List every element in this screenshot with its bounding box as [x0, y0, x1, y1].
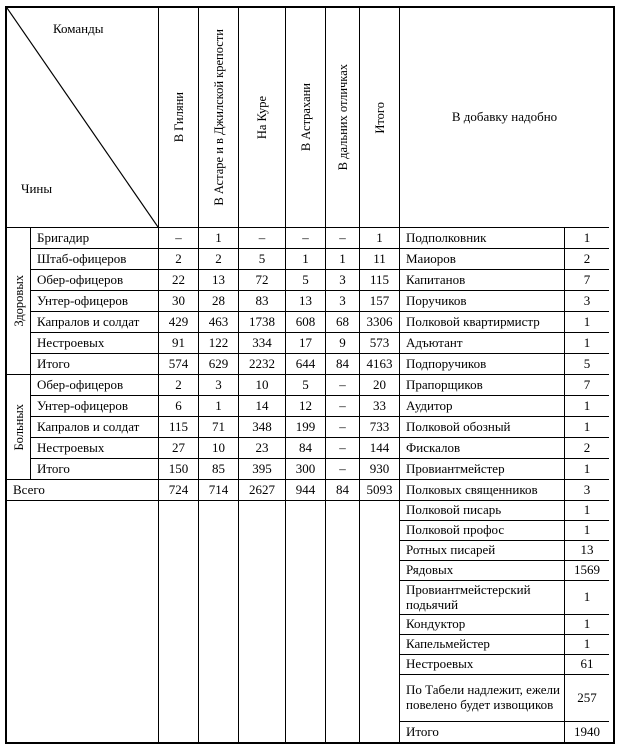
total-value-cell: 5093: [360, 480, 400, 501]
value-cell: 22: [159, 270, 199, 291]
value-cell: 3306: [360, 312, 400, 333]
rank-cell: Капралов и солдат: [31, 312, 159, 333]
value-cell: 574: [159, 354, 199, 375]
value-cell: 14: [239, 396, 286, 417]
value-cell: 71: [199, 417, 239, 438]
empty-cell: [326, 501, 360, 742]
addition-label: Фискалов: [400, 438, 565, 459]
addition-label: Прапорщиков: [400, 375, 565, 396]
value-cell: 150: [159, 459, 199, 480]
rank-cell: Унтер-офицеров: [31, 396, 159, 417]
value-cell: 84: [286, 438, 326, 459]
addition-label: Подполковник: [400, 228, 565, 249]
value-cell: 5: [239, 249, 286, 270]
value-cell: 1: [199, 396, 239, 417]
subtotal-rank-cell: Итого: [31, 354, 159, 375]
addition-value: 1: [565, 228, 609, 249]
value-cell: 91: [159, 333, 199, 354]
value-cell: 157: [360, 291, 400, 312]
rank-cell: Нестроевых: [31, 333, 159, 354]
location-column-header-label: На Куре: [255, 95, 269, 140]
value-cell: 733: [360, 417, 400, 438]
location-column-header: [326, 8, 360, 228]
addition-label: Подпоручиков: [400, 354, 565, 375]
total-value-cell: 714: [199, 480, 239, 501]
value-cell: 1738: [239, 312, 286, 333]
value-cell: 83: [239, 291, 286, 312]
empty-cell: [199, 501, 239, 742]
location-column-header-label: В Астаре и в Джилской крепости: [211, 29, 226, 206]
addition-label: Поручиков: [400, 291, 565, 312]
addition-value: 3: [565, 480, 609, 501]
location-column-header: [159, 8, 199, 228]
addition-label: Адъютант: [400, 333, 565, 354]
value-cell: 27: [159, 438, 199, 459]
value-cell: 2: [159, 249, 199, 270]
addition-value: 5: [565, 354, 609, 375]
addition-label: Аудитор: [400, 396, 565, 417]
value-cell: –: [286, 228, 326, 249]
addition-value: 1: [565, 312, 609, 333]
addition-label: Рядовых: [400, 561, 565, 581]
value-cell: 1: [199, 228, 239, 249]
addition-label: Полковой профос: [400, 521, 565, 541]
empty-cell: [7, 501, 159, 742]
value-cell: –: [239, 228, 286, 249]
rank-cell: Обер-офицеров: [31, 375, 159, 396]
value-cell: 5: [286, 270, 326, 291]
value-cell: 463: [199, 312, 239, 333]
value-cell: 300: [286, 459, 326, 480]
value-cell: –: [326, 459, 360, 480]
value-cell: –: [159, 228, 199, 249]
row-group-label-sick: [7, 375, 31, 480]
value-cell: 6: [159, 396, 199, 417]
location-column-header: [199, 8, 239, 228]
rank-cell: Штаб-офицеров: [31, 249, 159, 270]
value-cell: 33: [360, 396, 400, 417]
addition-value: 1: [565, 635, 609, 655]
addition-total-label: Итого: [400, 722, 565, 742]
location-column-header: [286, 8, 326, 228]
addition-total-value: 1940: [574, 723, 600, 739]
value-cell: 1: [360, 228, 400, 249]
row-group-label-healthy: [7, 228, 31, 375]
addition-value: 13: [565, 541, 609, 561]
addition-value: 1: [565, 396, 609, 417]
rank-cell: Капралов и солдат: [31, 417, 159, 438]
value-cell: 395: [239, 459, 286, 480]
rank-cell: Нестроевых: [31, 438, 159, 459]
empty-cell: [286, 501, 326, 742]
addition-value: 1: [565, 417, 609, 438]
value-cell: –: [326, 438, 360, 459]
value-cell: 4163: [360, 354, 400, 375]
addition-value: 7: [565, 375, 609, 396]
additions-header: В добавку надобно: [400, 8, 609, 228]
addition-label: Провиантмейстерский подьячий: [400, 581, 565, 615]
addition-label: Ротных писарей: [400, 541, 565, 561]
addition-label: Полковой обозный: [400, 417, 565, 438]
addition-label: Капитанов: [400, 270, 565, 291]
value-cell: –: [326, 228, 360, 249]
value-cell: 429: [159, 312, 199, 333]
addition-label: Полковых священников: [400, 480, 565, 501]
total-value-cell: 724: [159, 480, 199, 501]
value-cell: 2: [199, 249, 239, 270]
value-cell: 115: [159, 417, 199, 438]
value-cell: 12: [286, 396, 326, 417]
addition-label: Полковой писарь: [400, 501, 565, 521]
total-label: Всего: [7, 480, 159, 501]
subtotal-rank-cell: Итого: [31, 459, 159, 480]
value-cell: –: [326, 375, 360, 396]
value-cell: 629: [199, 354, 239, 375]
location-column-header-label: В Астрахани: [298, 83, 313, 152]
value-cell: 10: [239, 375, 286, 396]
addition-value: 257: [565, 675, 609, 722]
location-column-header-label: В Гиляни: [171, 92, 186, 143]
value-cell: 17: [286, 333, 326, 354]
value-cell: 13: [199, 270, 239, 291]
value-cell: 144: [360, 438, 400, 459]
addition-value: 2: [565, 249, 609, 270]
value-cell: 23: [239, 438, 286, 459]
addition-label: Капельмейстер: [400, 635, 565, 655]
addition-value: 2: [565, 438, 609, 459]
rank-cell: Обер-офицеров: [31, 270, 159, 291]
empty-cell: [360, 501, 400, 742]
value-cell: 608: [286, 312, 326, 333]
value-cell: 3: [326, 270, 360, 291]
addition-label: Кондуктор: [400, 615, 565, 635]
addition-value: 1569: [565, 561, 609, 581]
total-value-cell: 2627: [239, 480, 286, 501]
value-cell: 84: [326, 354, 360, 375]
addition-label: По Табели надлежит, ежели повелено будет извощиков: [400, 675, 565, 722]
addition-label: Провиантмейстер: [400, 459, 565, 480]
value-cell: 1: [286, 249, 326, 270]
value-cell: 11: [360, 249, 400, 270]
rank-cell: Унтер-офицеров: [31, 291, 159, 312]
total-value-cell: 84: [326, 480, 360, 501]
addition-value: 1: [565, 333, 609, 354]
value-cell: 85: [199, 459, 239, 480]
empty-cell: [159, 501, 199, 742]
value-cell: 30: [159, 291, 199, 312]
location-column-header: [239, 8, 286, 228]
value-cell: 1: [326, 249, 360, 270]
value-cell: 644: [286, 354, 326, 375]
value-cell: 348: [239, 417, 286, 438]
addition-value: 1: [565, 581, 609, 615]
location-column-header-label: В дальних отличках: [335, 64, 350, 171]
value-cell: 199: [286, 417, 326, 438]
value-cell: 930: [360, 459, 400, 480]
addition-value: 1: [565, 459, 609, 480]
value-cell: 334: [239, 333, 286, 354]
addition-value: 3: [565, 291, 609, 312]
value-cell: 10: [199, 438, 239, 459]
addition-value: 1: [565, 615, 609, 635]
value-cell: 3: [326, 291, 360, 312]
addition-value: 1: [565, 521, 609, 541]
value-cell: 5: [286, 375, 326, 396]
value-cell: 28: [199, 291, 239, 312]
addition-label: Маиоров: [400, 249, 565, 270]
row-group-label-text: Больных: [11, 403, 26, 451]
value-cell: 9: [326, 333, 360, 354]
row-group-label-text: Здоровых: [11, 275, 26, 327]
addition-label: Нестроевых: [400, 655, 565, 675]
value-cell: 2: [159, 375, 199, 396]
value-cell: 573: [360, 333, 400, 354]
value-cell: 20: [360, 375, 400, 396]
addition-value: 1: [565, 501, 609, 521]
corner-cell: [7, 8, 159, 228]
location-column-header-label: Итого: [372, 101, 387, 134]
value-cell: 2232: [239, 354, 286, 375]
addition-value: 7: [565, 270, 609, 291]
corner-label-commands: Команды: [53, 21, 104, 36]
military-roster-table: [5, 6, 615, 744]
value-cell: –: [326, 417, 360, 438]
value-cell: 115: [360, 270, 400, 291]
empty-cell: [239, 501, 286, 742]
value-cell: 68: [326, 312, 360, 333]
rank-cell: Бригадир: [31, 228, 159, 249]
location-column-header: [360, 8, 400, 228]
addition-label: Полковой квартирмистр: [400, 312, 565, 333]
value-cell: 72: [239, 270, 286, 291]
value-cell: 3: [199, 375, 239, 396]
corner-label-ranks: Чины: [21, 181, 53, 197]
value-cell: –: [326, 396, 360, 417]
addition-value: 61: [565, 655, 609, 675]
total-value-cell: 944: [286, 480, 326, 501]
value-cell: 13: [286, 291, 326, 312]
value-cell: 122: [199, 333, 239, 354]
